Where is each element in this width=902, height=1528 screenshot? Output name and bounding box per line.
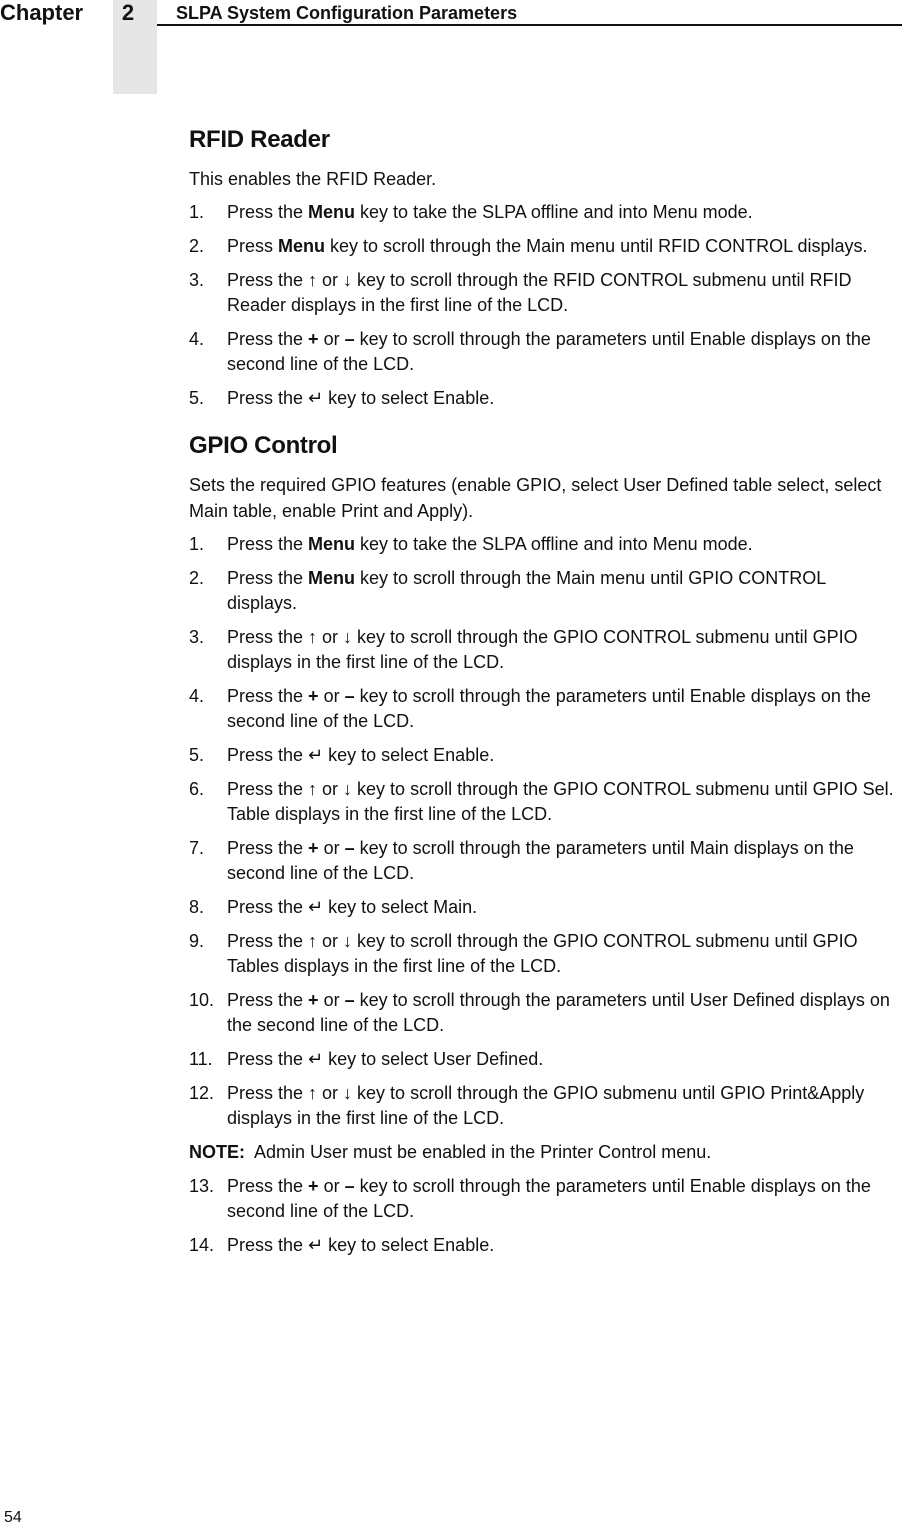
step-number: 10.	[189, 990, 215, 1010]
step-number: 1.	[189, 202, 205, 222]
page-header	[0, 0, 902, 30]
step-text: Press the ↵ key to select User Defined.	[227, 1049, 544, 1069]
step-text: key to take the SLPA offline and into Menu mode.	[355, 534, 753, 554]
step-text: or	[318, 686, 345, 706]
step-text: Press the	[227, 568, 309, 588]
list-item	[189, 532, 899, 557]
list-item	[189, 200, 899, 225]
step-text: Press the	[227, 990, 309, 1010]
step-text: key to scroll through the Main menu until RFID CONTROL displays.	[325, 236, 868, 256]
step-text: key to scroll through the parameters until Main displays on the second line of the LCD.	[227, 838, 854, 883]
step-text: key to scroll through the parameters until Enable displays on the second line of the LCD.	[227, 686, 871, 731]
step-text: Press the	[227, 686, 309, 706]
step-text: Press	[227, 236, 279, 256]
list-item	[189, 566, 899, 616]
list-item	[189, 268, 899, 318]
step-number: 9.	[189, 931, 205, 951]
step-number: 2.	[189, 236, 205, 256]
page-content	[189, 124, 899, 1267]
list-item	[189, 895, 899, 920]
step-text: Press the ↑ or ↓ key to scroll through the GPIO submenu until GPIO Print&Apply displays in the first line of the LCD.	[227, 1083, 865, 1128]
page-number: 54	[4, 1509, 22, 1526]
step-number: 13.	[189, 1176, 215, 1196]
step-text: Press the ↵ key to select Enable.	[227, 388, 495, 408]
step-keyword: –	[344, 686, 355, 706]
step-text: Press the ↵ key to select Enable.	[227, 1235, 495, 1255]
step-text: Press the	[227, 202, 309, 222]
note	[189, 1140, 899, 1165]
step-number: 7.	[189, 838, 205, 858]
step-text: Press the ↑ or ↓ key to scroll through the GPIO CONTROL submenu until GPIO Tables displays in the first line of the LCD.	[227, 931, 858, 976]
chapter-label: Chapter	[0, 0, 84, 25]
step-number: 5.	[189, 745, 205, 765]
step-text: key to take the SLPA offline and into Menu mode.	[355, 202, 753, 222]
step-keyword: –	[344, 838, 355, 858]
step-number: 1.	[189, 534, 205, 554]
step-number: 5.	[189, 388, 205, 408]
step-keyword: –	[344, 1176, 355, 1196]
gpio-control-heading: GPIO Control	[189, 432, 338, 459]
step-text: key to scroll through the parameters until Enable displays on the second line of the LCD.	[227, 1176, 871, 1221]
step-text: Press the	[227, 534, 309, 554]
step-text: Press the ↑ or ↓ key to scroll through the GPIO CONTROL submenu until GPIO Sel. Table displays in the first line of the LCD.	[227, 779, 894, 824]
list-item	[189, 234, 899, 259]
step-keyword: –	[344, 329, 355, 349]
step-keyword: –	[344, 990, 355, 1010]
step-keyword: +	[308, 838, 319, 858]
step-number: 6.	[189, 779, 205, 799]
list-item	[189, 743, 899, 768]
header-title: SLPA System Configuration Parameters	[176, 3, 518, 23]
step-text: key to scroll through the parameters until Enable displays on the second line of the LCD.	[227, 329, 871, 374]
step-keyword: +	[308, 329, 319, 349]
step-text: Press the ↑ or ↓ key to scroll through the GPIO CONTROL submenu until GPIO displays in the first line of the LCD.	[227, 627, 858, 672]
step-number: 3.	[189, 627, 205, 647]
step-text: Press the	[227, 1176, 309, 1196]
rfid-reader-section	[189, 124, 899, 411]
step-text: or	[318, 990, 345, 1010]
list-item	[189, 929, 899, 979]
list-item	[189, 625, 899, 675]
gpio-steps-list-a	[189, 532, 899, 1131]
step-keyword: Menu	[308, 202, 356, 222]
step-keyword: Menu	[308, 534, 356, 554]
step-text: Press the	[227, 838, 309, 858]
list-item	[189, 1233, 899, 1258]
step-text: Press the	[227, 329, 309, 349]
step-keyword: +	[308, 686, 319, 706]
step-keyword: +	[308, 1176, 319, 1196]
rfid-reader-heading: RFID Reader	[189, 126, 330, 153]
step-number: 8.	[189, 897, 205, 917]
gpio-steps-list-b	[189, 1174, 899, 1258]
chapter-number: 2	[121, 0, 135, 25]
step-keyword: Menu	[308, 568, 356, 588]
step-number: 4.	[189, 686, 205, 706]
step-text: or	[318, 329, 345, 349]
list-item	[189, 777, 899, 827]
step-number: 4.	[189, 329, 205, 349]
step-text: Press the ↑ or ↓ key to scroll through the RFID CONTROL submenu until RFID Reader displays in the first line of the LCD.	[227, 270, 852, 315]
list-item	[189, 684, 899, 734]
header-rule	[157, 24, 902, 26]
step-text: or	[318, 1176, 345, 1196]
list-item	[189, 836, 899, 886]
gpio-control-section	[189, 430, 899, 1258]
list-item	[189, 1047, 899, 1072]
step-text: Press the ↵ key to select Main.	[227, 897, 478, 917]
list-item	[189, 386, 899, 411]
note-label: NOTE:	[189, 1142, 245, 1162]
note-text: Admin User must be enabled in the Printer Control menu.	[254, 1142, 712, 1162]
gpio-control-intro: Sets the required GPIO features (enable GPIO, select User Defined table select, select Main table, enable Print and Apply).	[189, 475, 882, 521]
step-number: 2.	[189, 568, 205, 588]
step-number: 3.	[189, 270, 205, 290]
step-number: 12.	[189, 1083, 215, 1103]
list-item	[189, 988, 899, 1038]
step-text: or	[318, 838, 345, 858]
rfid-steps-list	[189, 200, 899, 411]
list-item	[189, 1174, 899, 1224]
step-number: 14.	[189, 1235, 215, 1255]
rfid-reader-intro: This enables the RFID Reader.	[189, 169, 437, 189]
step-keyword: +	[308, 990, 319, 1010]
step-number: 11.	[189, 1049, 213, 1069]
step-text: Press the ↵ key to select Enable.	[227, 745, 495, 765]
list-item	[189, 1081, 899, 1131]
step-keyword: Menu	[278, 236, 326, 256]
step-text: key to scroll through the Main menu until GPIO CONTROL displays.	[227, 568, 826, 613]
list-item	[189, 327, 899, 377]
chapter-tab	[113, 0, 157, 94]
step-text: key to scroll through the parameters until User Defined displays on the second line of the LCD.	[227, 990, 890, 1035]
